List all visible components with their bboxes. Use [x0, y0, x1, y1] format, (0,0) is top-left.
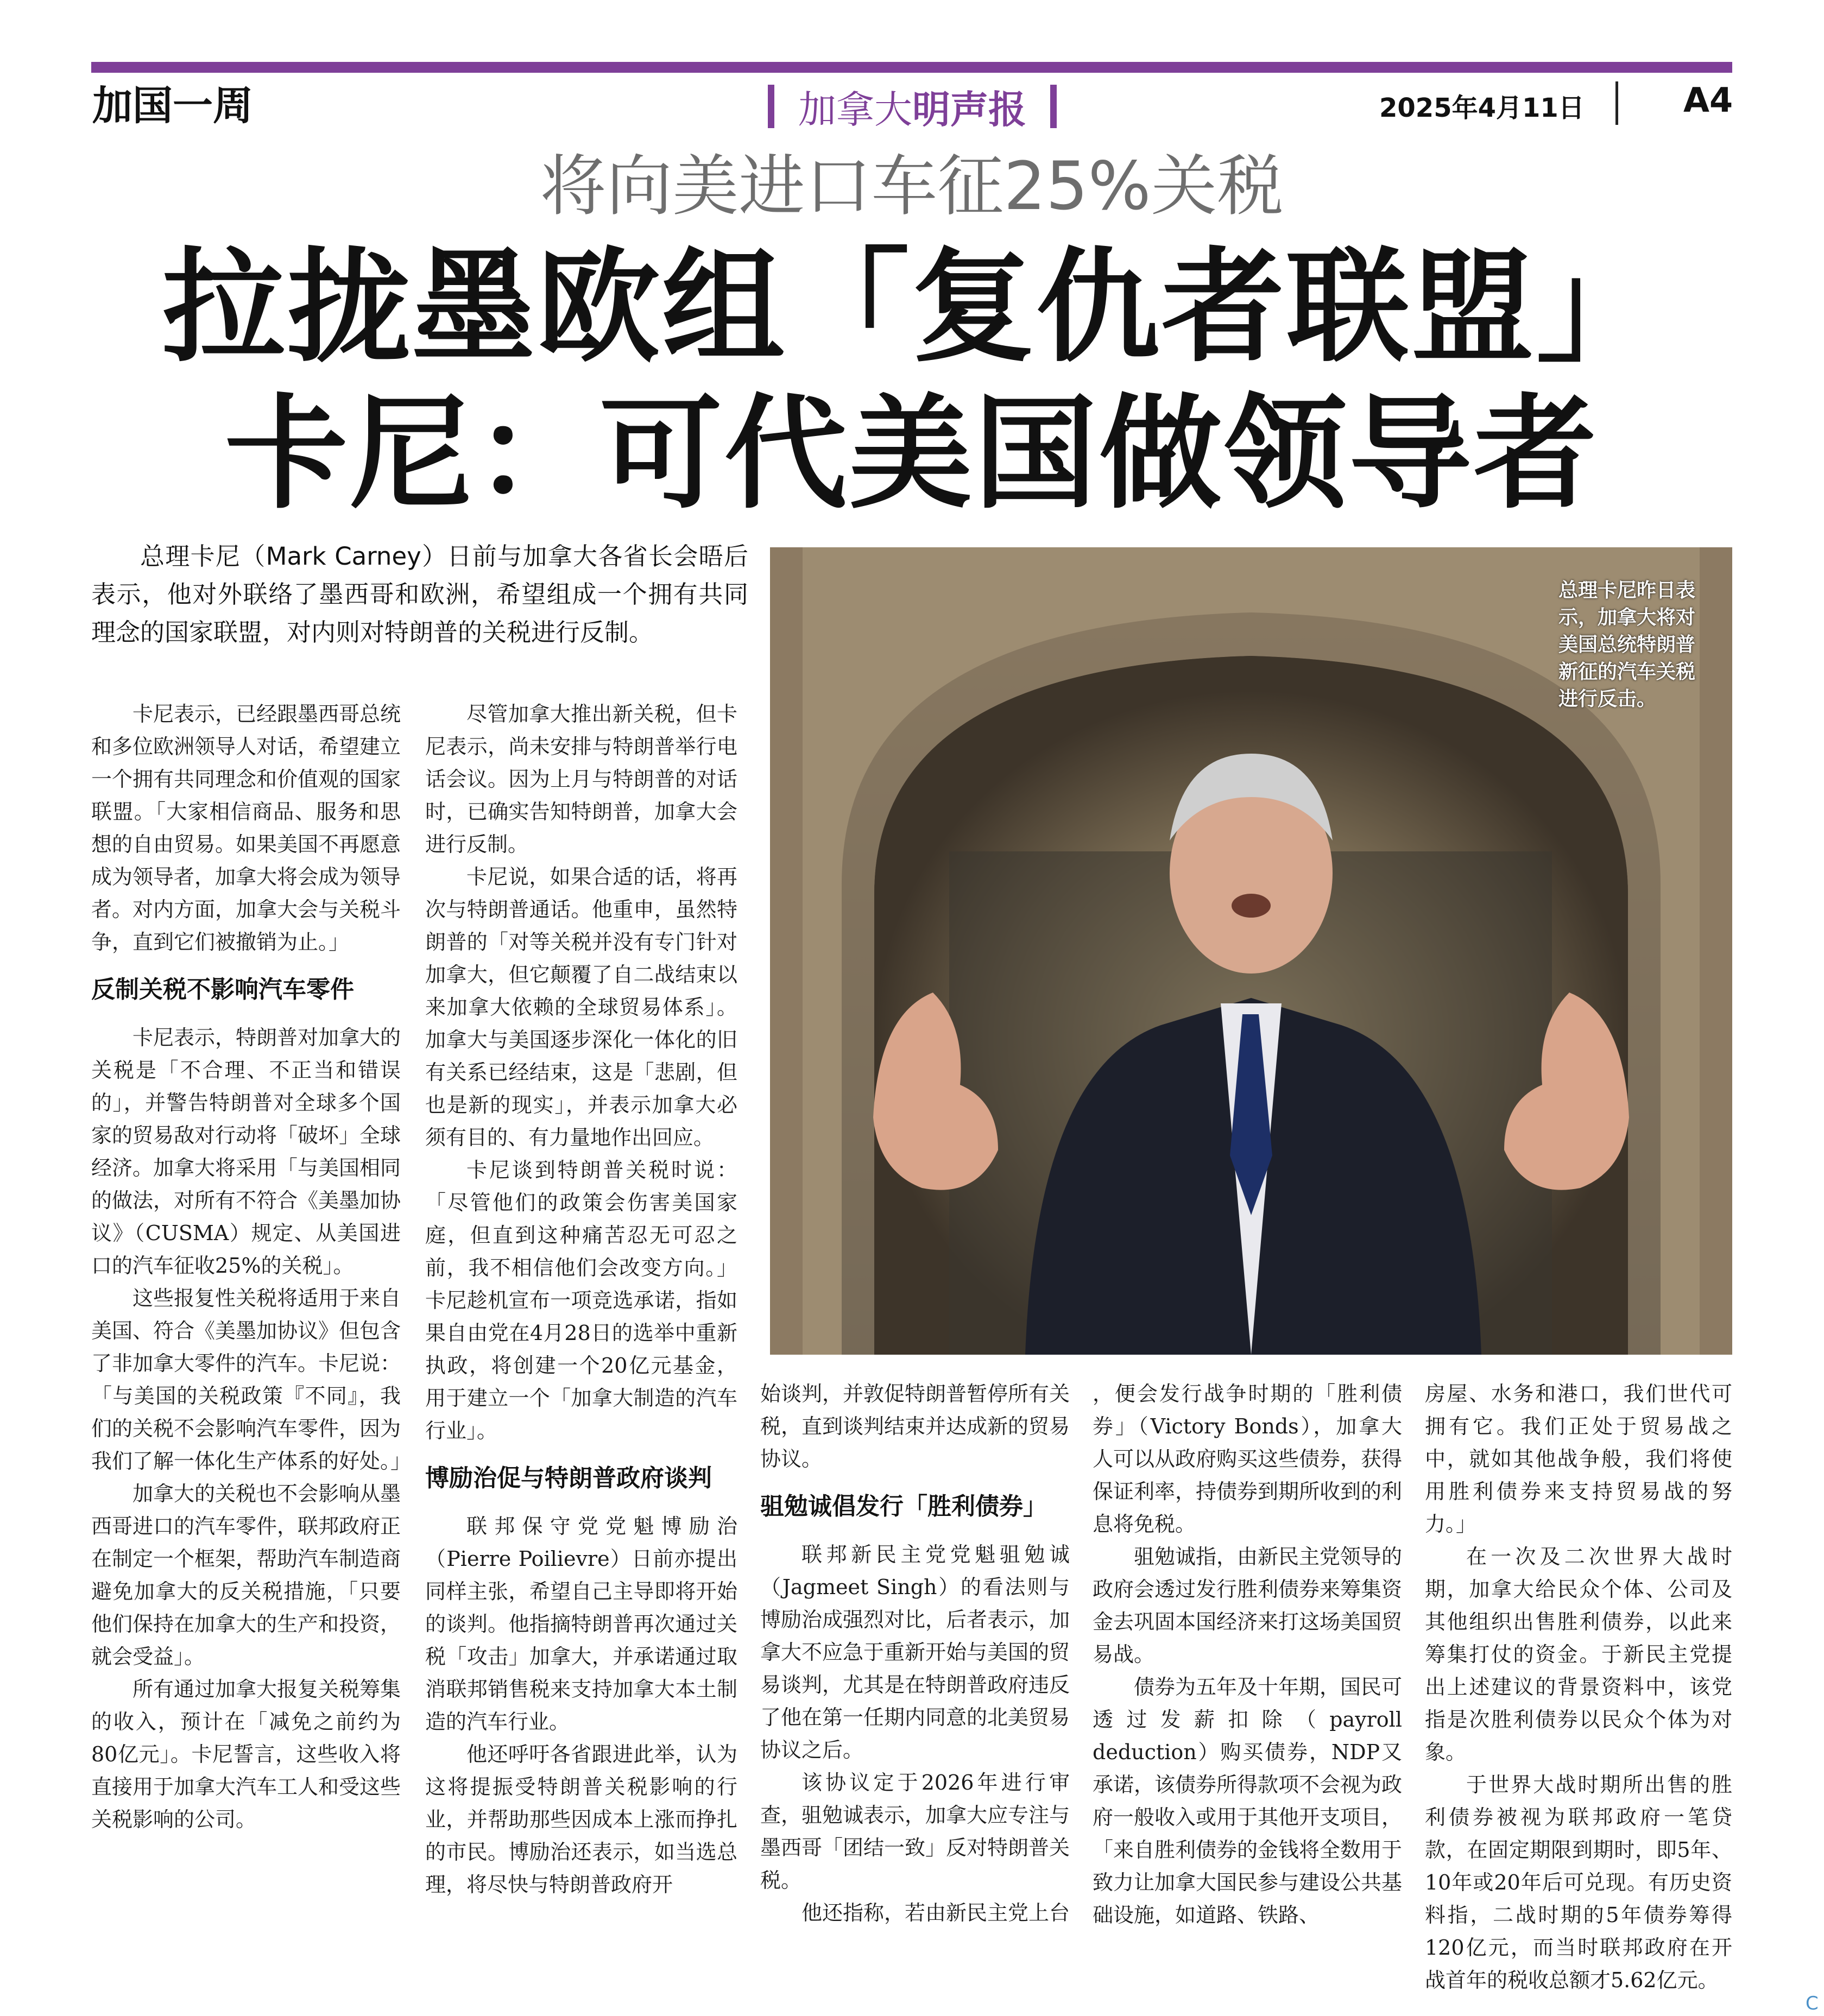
- section-subheading: 博励治促与特朗普政府谈判: [425, 1464, 712, 1492]
- headline-line-1: 拉拢墨欧组「复仇者联盟」: [162, 236, 1661, 379]
- article-column-2: [425, 698, 737, 1901]
- body-paragraph: ，便会发行战争时期的「胜利债券」（Victory Bonds），加拿大人可以从政府购买这些债券，获得保证利率，持债券到期所收到的利息将免税。: [1093, 1382, 1403, 1536]
- body-paragraph: 债券为五年及十年期，国民可透过发薪扣除（payroll deduction）购买债券，NDP又承诺，该债券所得款项不会视为政府一般收入或用于其他开支项目，「来自胜利债券的金钱将全数用于致力让加拿大国民参与建设公共基础设施，如道路、铁路、: [1093, 1675, 1403, 1927]
- masthead-title: [798, 79, 1026, 134]
- corner-mark: C: [1806, 1993, 1819, 2014]
- body-paragraph: 他还指称，若由新民主党上台: [801, 1901, 1070, 1925]
- body-paragraph: 始谈判，并敦促特朗普暂停所有关税，直到谈判结束并达成新的贸易协议。: [760, 1382, 1070, 1471]
- body-paragraph: 这些报复性关税将适用于来自美国、符合《美墨加协议》但包含了非加拿大零件的汽车。卡尼说：「与美国的关税政策『不同』，我们的关税不会影响汽车零件，因为我们了解一体化生产体系的好处。」: [91, 1286, 412, 1473]
- body-paragraph: 驵勉诚指，由新民主党领导的政府会透过发行胜利债券来筹集资金去巩固本国经济来打这场美国贸易战。: [1093, 1545, 1403, 1666]
- body-paragraph: 他还呼吁各省跟进此举，认为这将提振受特朗普关税影响的行业，并帮助那些因成本上涨而挣扎的市民。博励治还表示，如当选总理，将尽快与特朗普政府开: [425, 1742, 737, 1897]
- article-column-5: [1425, 1377, 1732, 1996]
- section-label: 加国一周: [92, 83, 253, 129]
- body-paragraph: 在一次及二次世界大战时期，加拿大给民众个体、公司及其他组织出售胜利债券，以此来筹集打仗的资金。于新民主党提出上述建议的背景资料中，该党指是次胜利债券以民众个体为对象。: [1425, 1545, 1732, 1764]
- masthead-name: 明声报: [912, 87, 1026, 132]
- headline-line-2: 卡尼：可代美国做领导者: [224, 383, 1599, 526]
- masthead-prefix: 加拿大: [798, 87, 912, 132]
- header-divider: [1615, 81, 1618, 125]
- subheadline: 将向美进口车征25%关税: [540, 148, 1284, 225]
- body-paragraph: 卡尼表示，已经跟墨西哥总统和多位欧洲领导人对话，希望建立一个拥有共同理念和价值观的国家联盟。「大家相信商品、服务和思想的自由贸易。如果美国不再愿意成为领导者，加拿大将会成为领导者。对内方面，加拿大会与关税斗争，直到它们被撤销为止。」: [91, 702, 401, 954]
- article-column-4: [1093, 1377, 1402, 1931]
- page-number: A4: [1683, 80, 1733, 120]
- section-subheading: 反制关税不影响汽车零件: [91, 976, 354, 1003]
- masthead-bar-left: [768, 85, 774, 128]
- masthead: [739, 80, 1086, 132]
- masthead-bar-right: [1050, 85, 1057, 128]
- photo-caption: 总理卡尼昨日表示，加拿大将对美国总统特朗普新征的汽车关税进行反击。: [1558, 579, 1696, 710]
- article-column-1: [91, 698, 412, 1836]
- article-column-3: [760, 1377, 1070, 1929]
- top-rule: [91, 62, 1732, 73]
- section-subheading: 驵勉诚倡发行「胜利债券」: [760, 1493, 1047, 1520]
- body-paragraph: 加拿大的关税也不会影响从墨西哥进口的汽车零件，联邦政府正在制定一个框架，帮助汽车制造商避免加拿大的反关税措施，「只要他们保持在加拿大的生产和投资，就会受益」。: [91, 1482, 401, 1669]
- body-paragraph: 联邦新民主党党魁驵勉诚（Jagmeet Singh）的看法则与博励治成强烈对比，后者表示，加拿大不应急于重新开始与美国的贸易谈判，尤其是在特朗普政府违反了他在第一任期内同意的北美贸易协议之后。: [760, 1543, 1070, 1762]
- body-paragraph: 该协议定于2026年进行审查，驵勉诚表示，加拿大应专注与墨西哥「团结一致」反对特朗普关税。: [760, 1771, 1070, 1892]
- body-paragraph: 联邦保守党党魁博励治（Pierre Poilievre）日前亦提出同样主张，希望自己主导即将开始的谈判。他指摘特朗普再次通过关税「攻击」加拿大，并承诺通过取消联邦销售税来支持加拿大本土制造的汽车行业。: [425, 1514, 737, 1734]
- body-paragraph: 房屋、水务和港口，我们世代可拥有它。我们正处于贸易战之中，就如其他战争般，我们将使用胜利债券来支持贸易战的努力。」: [1425, 1382, 1732, 1536]
- lead-paragraph: 总理卡尼（Mark Carney）日前与加拿大各省长会晤后表示，他对外联络了墨西哥和欧洲，希望组成一个拥有共同理念的国家联盟，对内则对特朗普的关税进行反制。: [91, 542, 748, 647]
- body-paragraph: 所有通过加拿大报复关税筹集的收入，预计在「减免之前约为80亿元」。卡尼誓言，这些收入将直接用于加拿大汽车工人和受这些关税影响的公司。: [91, 1677, 401, 1831]
- body-paragraph: 尽管加拿大推出新关税，但卡尼表示，尚未安排与特朗普举行电话会议。因为上月与特朗普的对话时，已确实告知特朗普，加拿大会进行反制。: [425, 702, 737, 856]
- issue-date: 2025年4月11日: [1379, 93, 1585, 123]
- body-paragraph: 卡尼谈到特朗普关税时说：「尽管他们的政策会伤害美国家庭，但直到这种痛苦忍无可忍之前，我不相信他们会改变方向。」卡尼趁机宣布一项竞选承诺，指如果自由党在4月28日的选举中重新执政，将创建一个20亿元基金，用于建立一个「加拿大制造的汽车行业」。: [425, 1158, 737, 1443]
- body-paragraph: 于世界大战时期所出售的胜利债券被视为联邦政府一笔贷款，在固定期限到期时，即5年、10年或20年后可兑现。有历史资料指，二战时期的5年债券筹得120亿元，而当时联邦政府在开战首年的税收总额才5.62亿元。: [1425, 1773, 1732, 1992]
- body-paragraph: 卡尼表示，特朗普对加拿大的关税是「不合理、不正当和错误的」，并警告特朗普对全球多个国家的贸易敌对行动将「破坏」全球经济。加拿大将采用「与美国相同的做法，对所有不符合《美墨加协议》（CUSMA）规定、从美国进口的汽车征收25%的关税」。: [91, 1026, 401, 1278]
- body-paragraph: 卡尼说，如果合适的话，将再次与特朗普通话。他重申，虽然特朗普的「对等关税并没有专门针对加拿大，但它颠覆了自二战结束以来加拿大依赖的全球贸易体系」。加拿大与美国逐步深化一体化的旧有关系已经结束，这是「悲剧，但也是新的现实」，并表示加拿大必须有目的、有力量地作出回应。: [425, 865, 737, 1149]
